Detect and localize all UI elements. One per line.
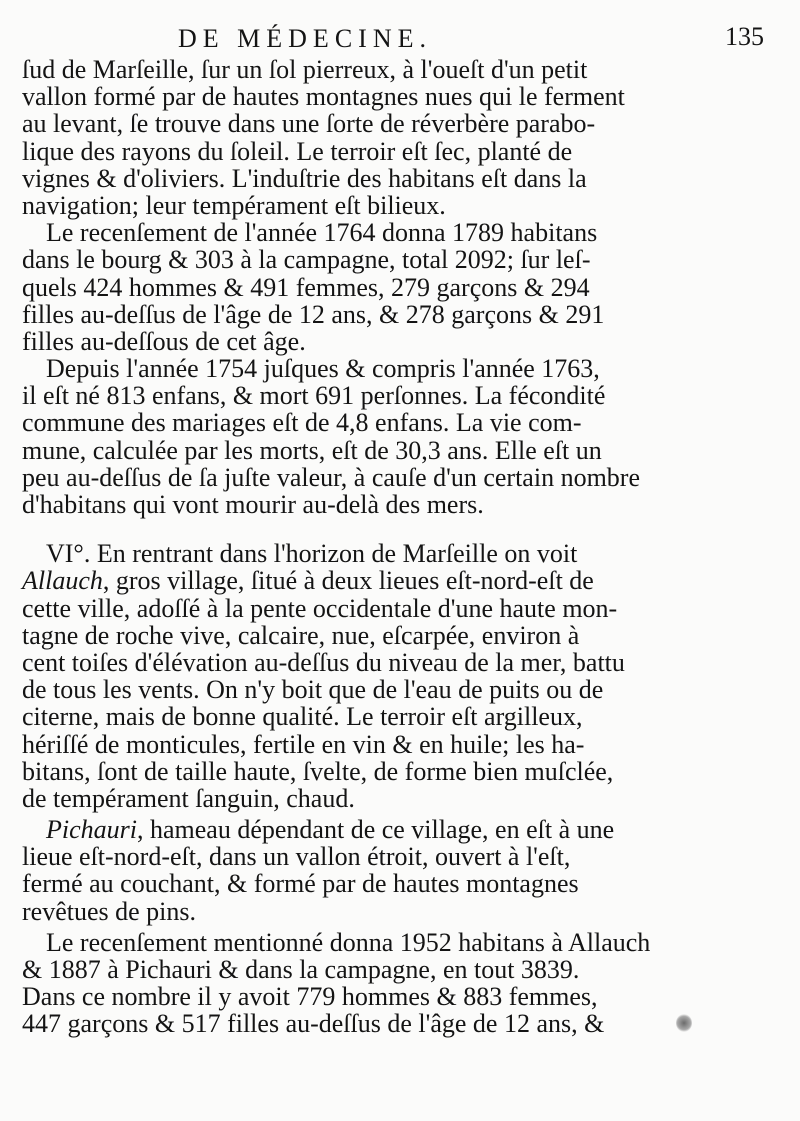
place-name-pichauri: Pichauri	[46, 815, 137, 845]
text-line: mune, calculée par les morts, eſt de 30,3 ans. Elle eſt un	[22, 435, 602, 465]
page-header	[0, 22, 800, 56]
text-line: lieue eſt-nord-eſt, dans un vallon étroit, ouvert à l'eſt,	[22, 842, 571, 872]
section-marker: VI°.	[46, 539, 91, 569]
text-line: au levant, ſe trouve dans une ſorte de réverbère parabo-	[22, 109, 596, 139]
text-line	[22, 567, 784, 594]
ink-blot	[676, 1014, 692, 1032]
running-head: DE MÉDECINE.	[178, 24, 432, 53]
text-line: citerne, mais de bonne qualité. Le terroir eſt argilleux,	[22, 702, 583, 732]
body-text	[22, 56, 784, 1038]
text-line: revêtues de pins.	[22, 896, 197, 926]
text-line: de tous les vents. On n'y boit que de l'eau de puits ou de	[22, 675, 604, 705]
text-line: filles au-deſſus de l'âge de 12 ans, & 278 garçons & 291	[22, 299, 605, 329]
text-line: cette ville, adoſſé à la pente occidentale d'une haute mon-	[22, 593, 618, 623]
section-heading-line	[22, 540, 784, 567]
text-line: dans le bourg & 303 à la campagne, total 2092; ſur leſ-	[22, 245, 591, 275]
text-line: fermé au couchant, & formé par de hautes montagnes	[22, 869, 579, 899]
text-line: lique des rayons du ſoleil. Le terroir eſt ſec, planté de	[22, 136, 573, 166]
text-line: navigation; leur tempérament eſt bilieux.	[22, 190, 446, 220]
section-spacer	[22, 518, 784, 540]
text-line: hériſſé de monticules, fertile en vin & en huile; les ha-	[22, 729, 585, 759]
text-line-rest: , hameau dépendant de ce village, en eſt à une	[137, 815, 615, 845]
text-line: quels 424 hommes & 491 femmes, 279 garçons & 294	[22, 272, 590, 302]
text-line: d'habitans qui vont mourir au-delà des mers.	[22, 490, 484, 519]
text-line: commune des mariages eſt de 4,8 enfans. La vie com-	[22, 408, 582, 438]
section-first-line-text: En rentrant dans l'horizon de Marſeille on voit	[96, 539, 578, 569]
paragraph-start-line: Le recenſement de l'année 1764 donna 1789 habitans	[46, 218, 598, 248]
text-line: Dans ce nombre il y avoit 779 hommes & 883 femmes,	[22, 982, 598, 1012]
text-line: vallon formé par de hautes montagnes nues qui le ferment	[22, 82, 625, 112]
page-number: 135	[725, 22, 764, 51]
text-line: il eſt né 813 enfans, & mort 691 perſonnes. La fécondité	[22, 381, 606, 411]
text-line: peu au-deſſus de ſa juſte valeur, à cauſe d'un certain nombre	[22, 462, 640, 492]
text-line: ſud de Marſeille, ſur un ſol pierreux, à l'oueſt d'un petit	[22, 55, 588, 84]
text-line: de tempérament ſanguin, chaud.	[22, 783, 355, 813]
text-line: tagne de roche vive, calcaire, nue, eſcarpée, environ à	[22, 620, 580, 650]
paragraph-start-line: Depuis l'année 1754 juſques & compris l'année 1763,	[46, 354, 600, 384]
paragraph-start-line: Le recenſement mentionné donna 1952 habitans à Allauch	[46, 927, 651, 957]
paragraph-start-line	[22, 816, 784, 843]
text-line: bitans, ſont de taille haute, ſvelte, de forme bien muſclée,	[22, 756, 614, 786]
text-line: filles au-deſſous de cet âge.	[22, 326, 306, 356]
text-line: cent toiſes d'élévation au-deſſus du niveau de la mer, battu	[22, 647, 625, 677]
text-line-rest: , gros village, ſitué à deux lieues eſt-nord-eſt de	[102, 566, 594, 596]
place-name-allauch: Allauch	[22, 566, 103, 596]
text-line: 447 garçons & 517 filles au-deſſus de l'âge de 12 ans, &	[22, 1009, 605, 1039]
text-line: vignes & d'oliviers. L'induſtrie des habitans eſt dans la	[22, 163, 587, 193]
text-line: & 1887 à Pichauri & dans la campagne, en tout 3839.	[22, 955, 580, 984]
